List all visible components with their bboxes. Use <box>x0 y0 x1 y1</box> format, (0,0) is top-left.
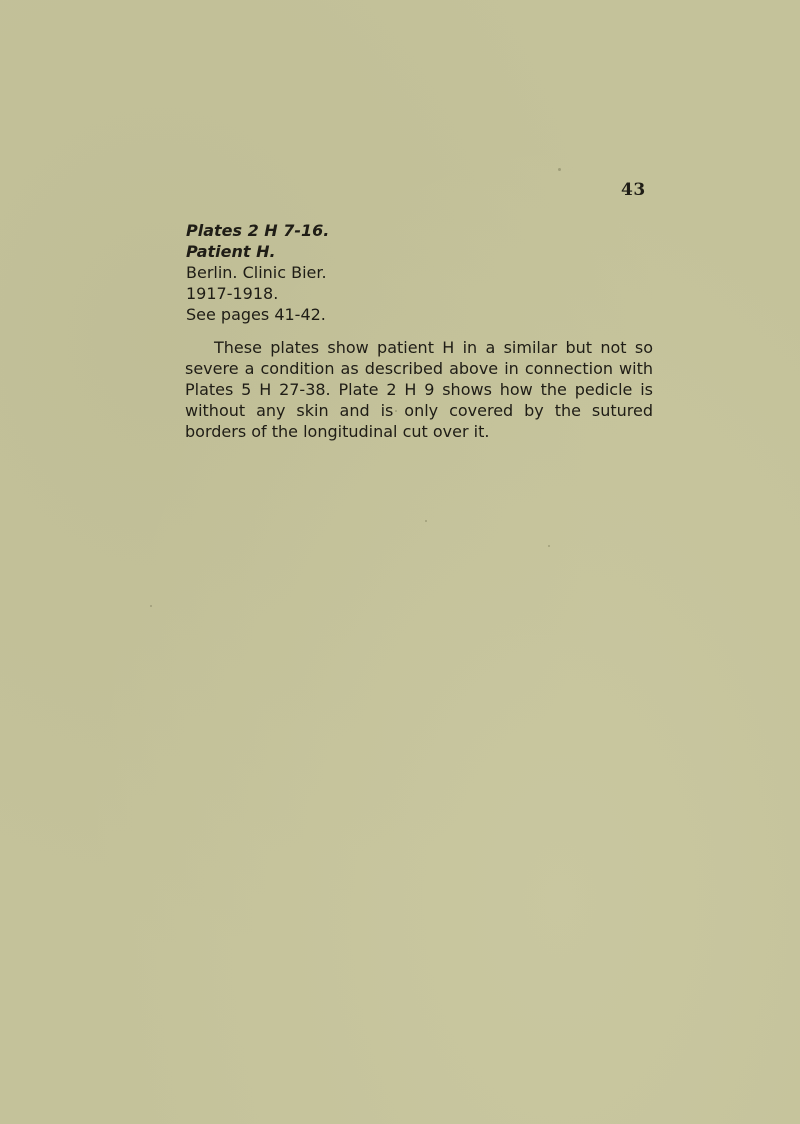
body-paragraph: These plates show patient H in a similar but not so severe a condition as described above in connection with Plates 5 H 27-38. Plate 2 H 9 shows how the pedicle is without any skin and is only covered by the sutured borders of the longitudinal cut over it. <box>185 338 653 441</box>
caption-place: Berlin. Clinic Bier. <box>186 263 327 282</box>
caption-years: 1917-1918. <box>186 284 279 303</box>
paper-speck <box>150 605 152 607</box>
paper-speck <box>395 410 397 412</box>
paper-speck <box>548 545 550 547</box>
paper-speck <box>558 168 561 171</box>
caption-patient: Patient H. <box>186 242 276 261</box>
paper-speck <box>425 520 427 522</box>
plate-caption <box>186 220 606 325</box>
caption-see-pages: See pages 41-42. <box>186 305 326 324</box>
page-number: 43 <box>621 180 646 200</box>
caption-plates: Plates 2 H 7-16. <box>186 221 330 240</box>
